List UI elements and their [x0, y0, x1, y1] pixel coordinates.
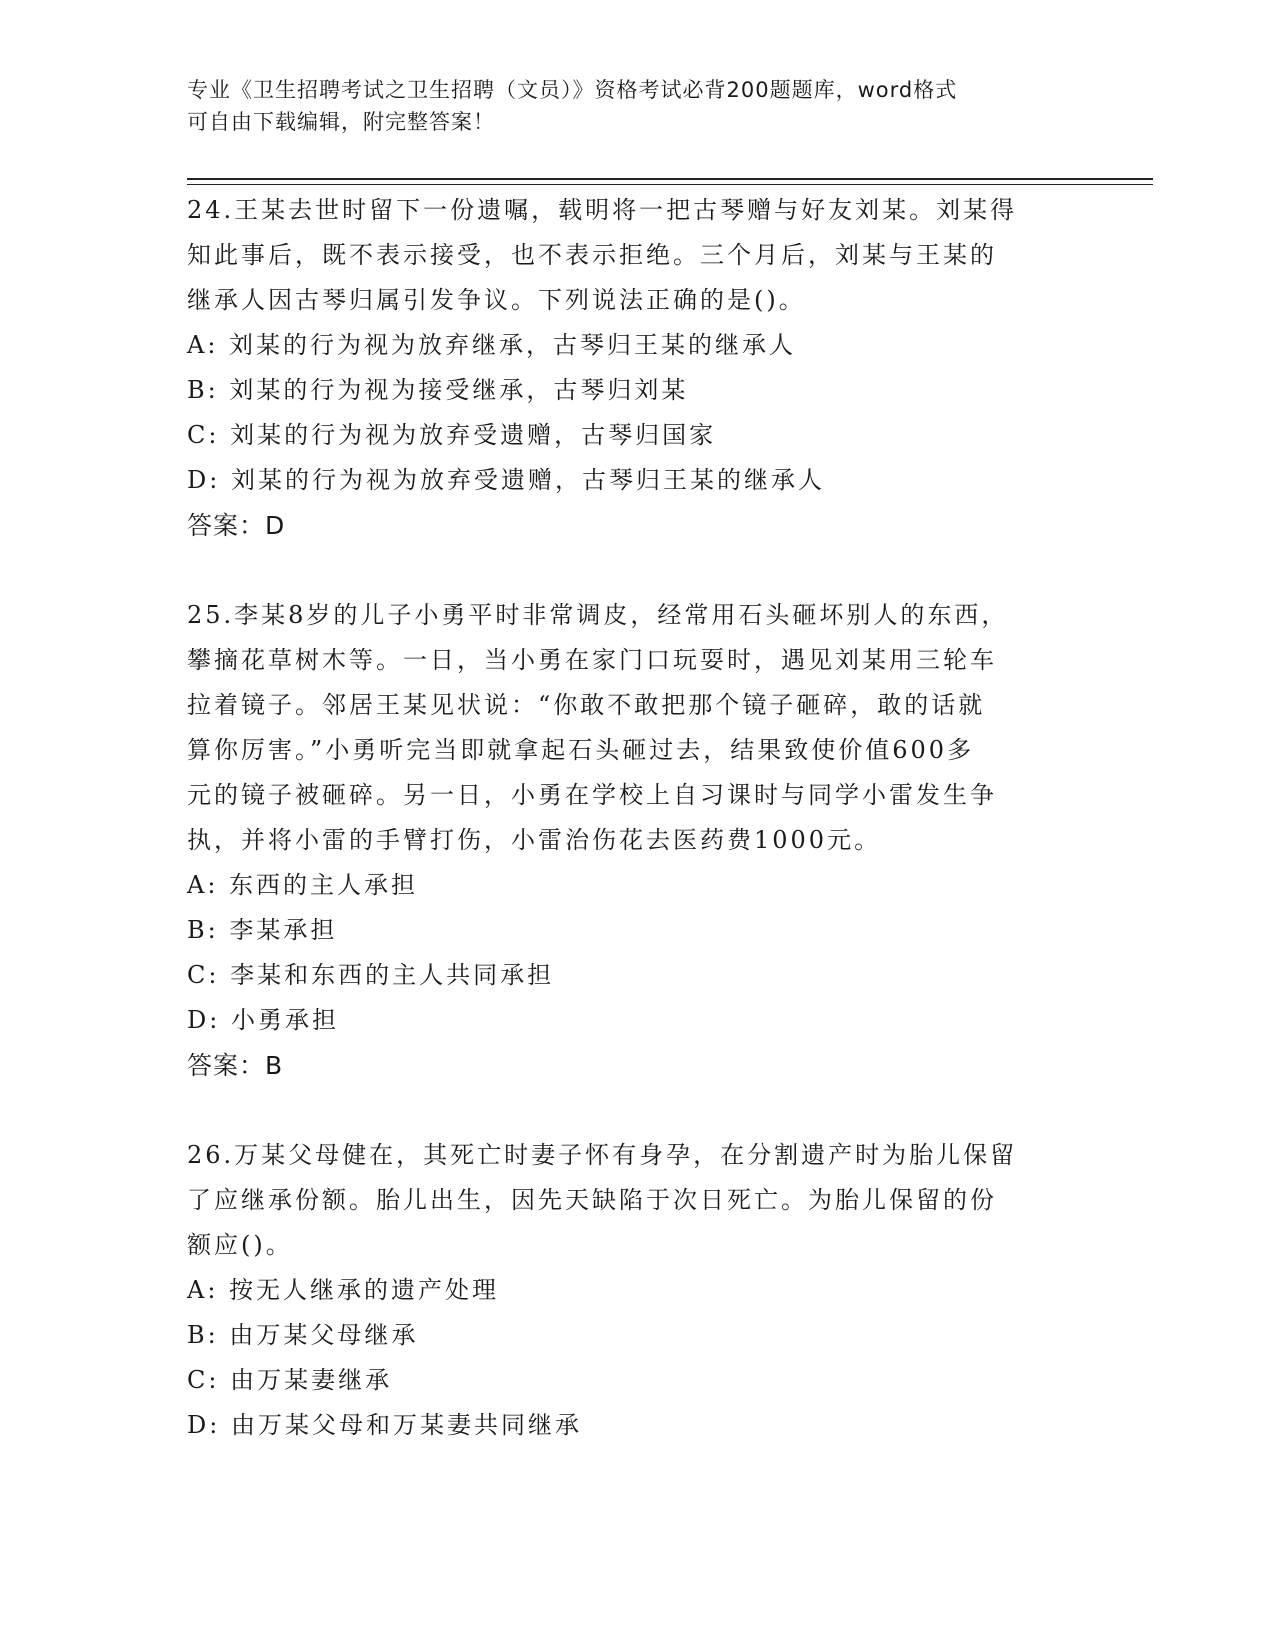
question-list — [187, 188, 1087, 1448]
question-26-text — [187, 1133, 1087, 1268]
question-line: 继承人因古琴归属引发争议。下列说法正确的是()。 — [187, 286, 806, 314]
question-line: 26.万某父母健在，其死亡时妻子怀有身孕，在分割遗产时为胎儿保留 — [187, 1141, 1018, 1169]
header-line-1: 专业《卫生招聘考试之卫生招聘（文员）》资格考试必背200题题库，word格式 — [187, 78, 958, 102]
question-26 — [187, 1133, 1087, 1448]
question-spacer — [187, 1088, 1087, 1133]
question-24-text — [187, 188, 1087, 323]
question-line: 了应继承份额。胎儿出生，因先天缺陷于次日死亡。为胎儿保留的份 — [187, 1186, 997, 1214]
question-25-text — [187, 593, 1087, 863]
question-line: 25.李某8岁的儿子小勇平时非常调皮，经常用石头砸坏别人的东西， — [187, 601, 1009, 629]
answer-label: 答案：B — [187, 1051, 284, 1080]
question-25 — [187, 593, 1087, 1088]
question-line: 额应()。 — [187, 1231, 293, 1259]
option-b: B: 李某承担 — [187, 916, 338, 944]
question-line: 算你厉害。”小勇听完当即就拿起石头砸过去，结果致使价值600多 — [187, 736, 975, 764]
option-b: B: 由万某父母继承 — [187, 1321, 419, 1349]
answer-label: 答案：D — [187, 511, 286, 540]
option-d: D: 由万某父母和万某妻共同继承 — [187, 1411, 582, 1439]
option-d: D: 刘某的行为视为放弃受遗赠，古琴归王某的继承人 — [187, 466, 825, 494]
document-header — [187, 74, 1067, 138]
header-divider-thin — [187, 184, 1153, 185]
option-d: D: 小勇承担 — [187, 1006, 339, 1034]
question-spacer — [187, 548, 1087, 593]
option-c: C: 李某和东西的主人共同承担 — [187, 961, 555, 989]
option-c: C: 刘某的行为视为放弃受遗赠，古琴归国家 — [187, 421, 717, 449]
header-line-2: 可自由下载编辑，附完整答案！ — [187, 110, 495, 134]
option-c: C: 由万某妻继承 — [187, 1366, 393, 1394]
header-divider-thick — [187, 178, 1153, 180]
question-24 — [187, 188, 1087, 548]
question-line: 知此事后，既不表示接受，也不表示拒绝。三个月后，刘某与王某的 — [187, 241, 997, 269]
question-line: 执，并将小雷的手臂打伤，小雷治伤花去医药费1000元。 — [187, 826, 882, 854]
question-line: 攀摘花草树木等。一日，当小勇在家门口玩耍时，遇见刘某用三轮车 — [187, 646, 997, 674]
option-a: A: 按无人继承的遗产处理 — [187, 1276, 500, 1304]
question-line: 元的镜子被砸碎。另一日，小勇在学校上自习课时与同学小雷发生争 — [187, 781, 997, 809]
question-line: 拉着镜子。邻居王某见状说：“你敢不敢把那个镜子砸碎，敢的话就 — [187, 691, 986, 719]
option-a: A: 刘某的行为视为放弃继承，古琴归王某的继承人 — [187, 331, 797, 359]
option-b: B: 刘某的行为视为接受继承，古琴归刘某 — [187, 376, 689, 404]
question-line: 24.王某去世时留下一份遗嘱，载明将一把古琴赠与好友刘某。刘某得 — [187, 196, 1018, 224]
option-a: A: 东西的主人承担 — [187, 871, 419, 899]
